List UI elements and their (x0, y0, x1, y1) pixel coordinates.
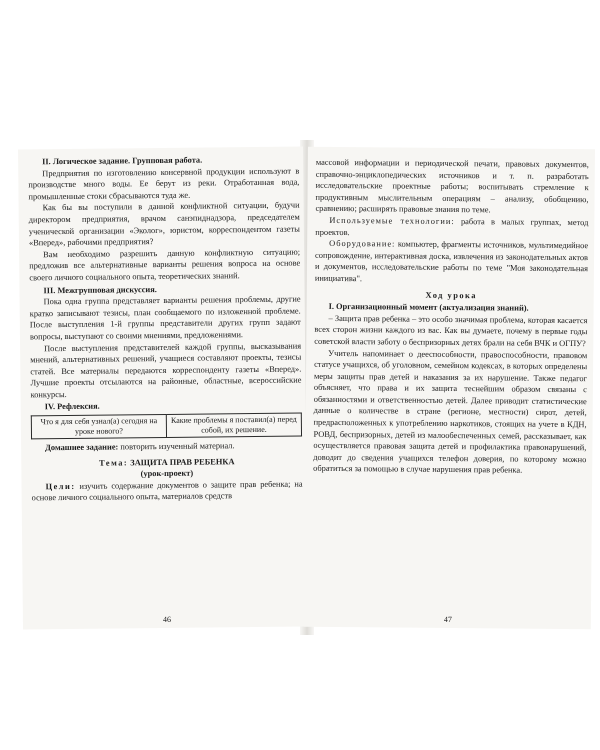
reflection-table (31, 413, 302, 440)
technologies-text: работа в малых группах, метод проектов. (315, 216, 589, 237)
reflection-cell: Какие проблемы я поставил(а) перед собой, их решение. (166, 413, 301, 437)
goals-paragraph (31, 478, 302, 504)
page-number: 46 (162, 614, 171, 625)
paragraph: После выступления представителей каждой группы, высказывания мнений, альтернативных решений, учащиеся составляют проекты, тезисы статей. Все материалы передаются корреспонденту газеты «Вперед». Лучшие проекты отсылаются на районные, областные, всероссийские конкурсы. (30, 341, 302, 400)
equipment-label: Оборудование: (329, 239, 396, 249)
heading-org-moment: I. Организационный момент (актуализация знаний). (328, 302, 529, 313)
heading-reflection: IV. Рефлексия. (44, 402, 100, 412)
technologies-label: Используемые технологии: (329, 215, 455, 226)
topic-subtitle: (урок-проект) (140, 468, 194, 479)
paragraph: Вам необходимо разрешить данную конфликтную ситуацию; предложив все альтернативные варианты решения вопроса на основе своего личного социального опыта, теоретических знаний. (29, 247, 301, 283)
paragraph: Учитель напоминает о дееспособности, правоспособности, правовом статусе учащихся, об уголовном, семейном кодексах, в которых определены меры защиты прав детей и наказания за их нарушение. Также педагог объясняет, что права и их защита теснейшим образом связаны с обязанностями и ответственностью детей. Далее приводит статистические данные о количестве в стране (регионе, местности) сирот, детей, предрасположенных к употреблению наркотиков, стоящих на учете в КДН, РОВД, беспризорных, детей из малообеспеченных семей, рассказывает, как осуществляется правовая защита детей и профилактика правонарушений, доводит до сведения учащихся телефон доверия, по которому можно обратиться за помощью в случае нарушения прав ребенка. (313, 348, 588, 476)
paragraph: – Защита прав ребенка – это особо значимая проблема, которая касается всех сторон жизни каждого из вас. Как вы думаете, почему в первые годы советской власти заботу о беспризорных детях брали на себя ВЧК и ОГПУ? (314, 313, 588, 349)
topic-label: Тема: (99, 458, 129, 468)
equipment-paragraph (315, 238, 588, 287)
equipment-text: компьютер, фрагменты источников, мультимедийное сопровождение, интерактивная доска, извлечения из законодательных актов и документов, исследовательские работы по теме "Моя законодательная инициатива". (314, 239, 589, 284)
left-page (18, 147, 308, 630)
heading-discussion: III. Межгрупповая дискуссия. (43, 284, 157, 295)
paragraph: Предприятия по изготовлению консервной продукции используют в производстве много воды. Ее берут из реки. Отработанная вода, промышленные стоки сбрасываются туда же. (28, 166, 300, 202)
topic-text: ЗАЩИТА ПРАВ РЕБЕНКА (128, 456, 235, 468)
page-number: 47 (443, 614, 452, 625)
lesson-course-title: Ход урока (425, 290, 478, 300)
technologies-paragraph (315, 215, 588, 241)
homework-label: Домашнее задание: (45, 442, 119, 453)
paragraph: Как бы вы поступили в данной конфликтной ситуации, будучи директором предприятия, врачом санэпиднадзора, председателем ученической организации «Эколог», юристом, корреспондентом газеты «Вперед», рабочими предприятия? (28, 200, 300, 248)
goals-label: Цели: (45, 481, 76, 492)
right-page (304, 147, 595, 629)
paragraph: массовой информации и периодической печати, правовых документов, справочно-энциклопедических источников и т. п. разработать исследовательские проектные работы; воспитывать стремление к продуктивным мыслительным операциям – анализу, обобщению, сравнению; расширять правовые знания по теме. (315, 157, 589, 215)
reflection-cell: Что я для себя узнал(а) сегодня на уроке нового? (31, 415, 166, 439)
paragraph: Пока одна группа представляет варианты решения проблемы, другие кратко записывают тезисы, план сообщаемого по изложенной проблеме. После выступления 1-й группы представители других групп задают вопросы, выступают со своими мнениями, предложениями. (29, 294, 301, 342)
goals-text: изучить содержание документов о защите прав ребенка; на основе личного социального опыта, материалов средств (31, 479, 303, 503)
homework-text: повторить изученный материал. (118, 441, 235, 452)
heading-logic-task: II. Логическое задание. Групповая работа. (42, 155, 203, 167)
